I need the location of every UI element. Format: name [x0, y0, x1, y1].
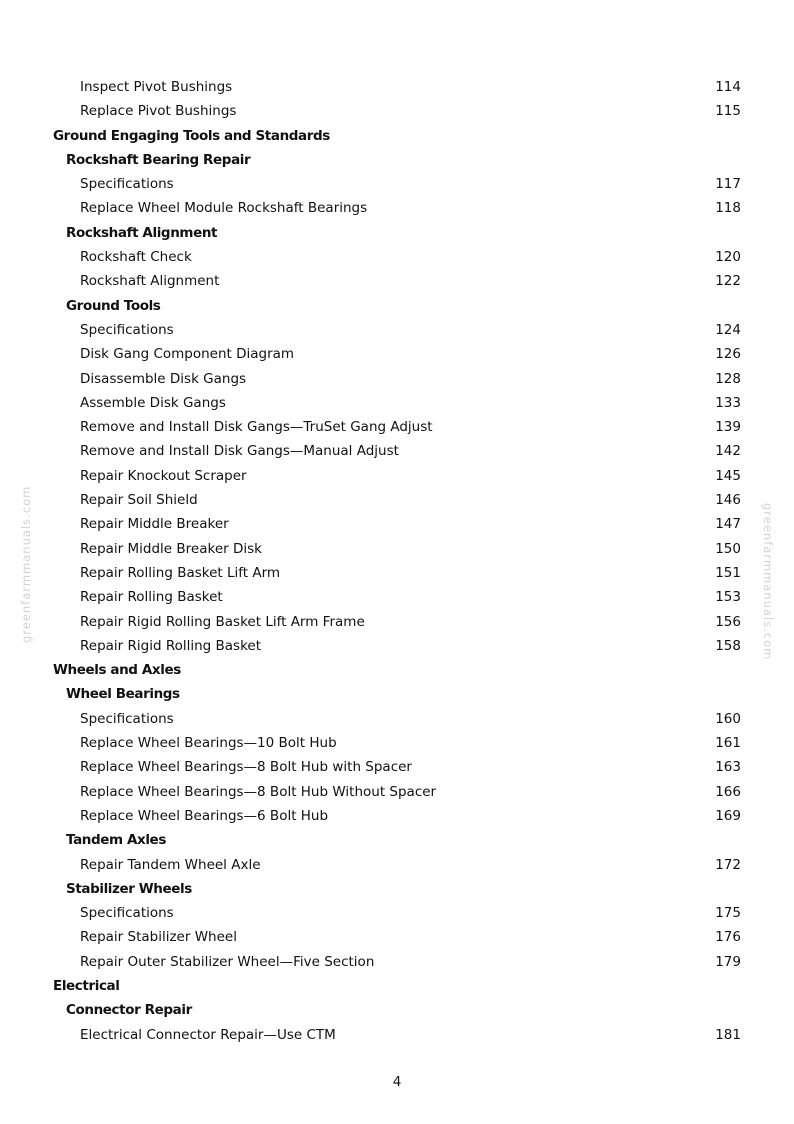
toc-entry-title: Assemble Disk Gangs [80, 394, 226, 411]
toc-entry[interactable] [0, 512, 794, 536]
toc-entry-page: 145 [715, 467, 741, 484]
toc-entry-page: 179 [715, 953, 741, 970]
toc-entry[interactable] [0, 172, 794, 196]
toc-entry[interactable] [0, 342, 794, 366]
toc-entry-page: 114 [715, 79, 741, 95]
page-number: 4 [392, 1074, 402, 1090]
toc-entry-title: Remove and Install Disk Gangs—TruSet Gang Adjust [80, 419, 433, 436]
toc-entry[interactable] [0, 853, 794, 877]
toc-entry[interactable] [0, 610, 794, 634]
toc-entry-title: Connector Repair [66, 1002, 192, 1019]
toc-entry-page: 176 [715, 929, 741, 946]
toc-heading[interactable] [0, 828, 794, 852]
toc-heading[interactable] [0, 974, 794, 998]
toc-entry-title: Replace Wheel Bearings—6 Bolt Hub [80, 807, 329, 824]
toc-entry-page: 158 [715, 637, 741, 654]
toc-entry[interactable] [0, 439, 794, 463]
toc-entry-page: 175 [715, 905, 741, 922]
toc-entry[interactable] [0, 245, 794, 269]
toc-entry[interactable] [0, 464, 794, 488]
toc-entry-page: 133 [715, 394, 741, 411]
toc-heading[interactable] [0, 682, 794, 706]
toc-entry-title: Replace Wheel Bearings—8 Bolt Hub Without Spacer [80, 783, 437, 800]
toc-entry[interactable] [0, 488, 794, 512]
watermark-left: greenfarmmanuals.com [19, 485, 33, 643]
toc-entry-title: Repair Middle Breaker [80, 516, 229, 533]
toc-entry[interactable] [0, 75, 794, 99]
toc-entry-title: Repair Rolling Basket [80, 589, 223, 606]
toc-entry-title: Electrical [53, 977, 120, 994]
toc-entry-title: Repair Soil Shield [80, 492, 198, 509]
toc-entry[interactable] [0, 780, 794, 804]
toc-entry-page: 117 [715, 176, 741, 193]
toc-entry-page: 156 [715, 613, 741, 630]
toc-entry[interactable] [0, 269, 794, 293]
toc-entry[interactable] [0, 950, 794, 974]
toc-entry[interactable] [0, 537, 794, 561]
toc-entry-page: 142 [715, 443, 741, 460]
toc-heading[interactable] [0, 877, 794, 901]
toc-entry-title: Rockshaft Bearing Repair [66, 151, 251, 168]
toc-entry-title: Replace Wheel Bearings—8 Bolt Hub with Spacer [80, 759, 412, 776]
toc-entry-page: 126 [715, 346, 741, 363]
toc-entry-title: Wheel Bearings [66, 686, 180, 703]
toc-entry[interactable] [0, 634, 794, 658]
toc-entry-page: 139 [715, 419, 741, 436]
toc-entry-title: Ground Engaging Tools and Standards [53, 127, 330, 144]
toc-entry-page: 146 [715, 492, 741, 509]
toc-entry[interactable] [0, 925, 794, 949]
toc-entry-page: 166 [715, 783, 741, 800]
toc-entry-page: 169 [715, 807, 741, 824]
toc-entry-title: Repair Stabilizer Wheel [80, 929, 237, 946]
toc-entry-page: 122 [715, 273, 741, 290]
toc-entry-page: 118 [715, 200, 741, 217]
toc-entry-page: 124 [715, 321, 741, 338]
toc-entry[interactable] [0, 415, 794, 439]
toc-entry[interactable] [0, 391, 794, 415]
watermark-right: greenfarmmanuals.com [761, 503, 775, 661]
toc-entry-page: 115 [715, 103, 741, 120]
toc-entry[interactable] [0, 1023, 794, 1047]
toc-entry-title: Tandem Axles [66, 832, 166, 849]
toc-entry-title: Ground Tools [66, 297, 161, 314]
toc-entry[interactable] [0, 731, 794, 755]
toc-entry-page: 160 [715, 710, 741, 727]
toc-entry-page: 150 [715, 540, 741, 557]
toc-entry-title: Disk Gang Component Diagram [80, 346, 295, 363]
toc-entry[interactable] [0, 755, 794, 779]
toc-heading[interactable] [0, 221, 794, 245]
toc-entry[interactable] [0, 196, 794, 220]
toc-entry-title: Rockshaft Alignment [80, 273, 220, 290]
toc-entry-title: Electrical Connector Repair—Use CTM [80, 1026, 336, 1043]
table-of-contents [0, 75, 794, 1047]
toc-entry-page: 181 [715, 1026, 741, 1043]
toc-heading[interactable] [0, 658, 794, 682]
toc-entry-title: Wheels and Axles [53, 662, 181, 679]
toc-entry-title: Replace Wheel Bearings—10 Bolt Hub [80, 735, 337, 752]
toc-entry-title: Stabilizer Wheels [66, 880, 192, 897]
toc-entry[interactable] [0, 318, 794, 342]
toc-entry-title: Specifications [80, 710, 174, 727]
toc-entry[interactable] [0, 707, 794, 731]
toc-entry-title: Repair Rigid Rolling Basket Lift Arm Frame [80, 613, 365, 630]
toc-entry-title: Replace Pivot Bushings [80, 103, 237, 120]
toc-heading[interactable] [0, 294, 794, 318]
toc-entry-page: 151 [715, 564, 741, 581]
toc-entry[interactable] [0, 99, 794, 123]
toc-entry-title: Specifications [80, 176, 174, 193]
toc-heading[interactable] [0, 998, 794, 1022]
toc-entry-title: Remove and Install Disk Gangs—Manual Adjust [80, 443, 399, 460]
toc-entry[interactable] [0, 561, 794, 585]
toc-entry-title: Specifications [80, 321, 174, 338]
toc-entry-page: 153 [715, 589, 741, 606]
toc-entry[interactable] [0, 804, 794, 828]
toc-entry-title: Disassemble Disk Gangs [80, 370, 247, 387]
toc-entry-page: 172 [715, 856, 741, 873]
toc-entry-page: 128 [715, 370, 741, 387]
toc-entry[interactable] [0, 901, 794, 925]
toc-entry-page: 161 [715, 735, 741, 752]
toc-entry-page: 163 [715, 759, 741, 776]
toc-entry-page: 120 [715, 249, 741, 266]
toc-heading[interactable] [0, 148, 794, 172]
toc-entry-title: Rockshaft Alignment [66, 224, 218, 241]
toc-entry-title: Repair Knockout Scraper [80, 467, 247, 484]
toc-entry-title: Repair Rigid Rolling Basket [80, 637, 262, 654]
toc-entry-page: 147 [715, 516, 741, 533]
toc-entry[interactable] [0, 585, 794, 609]
toc-entry-title: Repair Middle Breaker Disk [80, 540, 262, 557]
toc-entry-title: Repair Rolling Basket Lift Arm [80, 564, 281, 581]
toc-entry[interactable] [0, 367, 794, 391]
toc-entry-title: Specifications [80, 905, 174, 922]
toc-entry-title: Rockshaft Check [80, 249, 192, 266]
toc-entry-title: Repair Tandem Wheel Axle [80, 856, 261, 873]
toc-entry-title: Replace Wheel Module Rockshaft Bearings [80, 200, 368, 217]
toc-heading[interactable] [0, 124, 794, 148]
toc-entry-title: Repair Outer Stabilizer Wheel—Five Section [80, 953, 375, 970]
toc-entry-title: Inspect Pivot Bushings [80, 79, 233, 95]
